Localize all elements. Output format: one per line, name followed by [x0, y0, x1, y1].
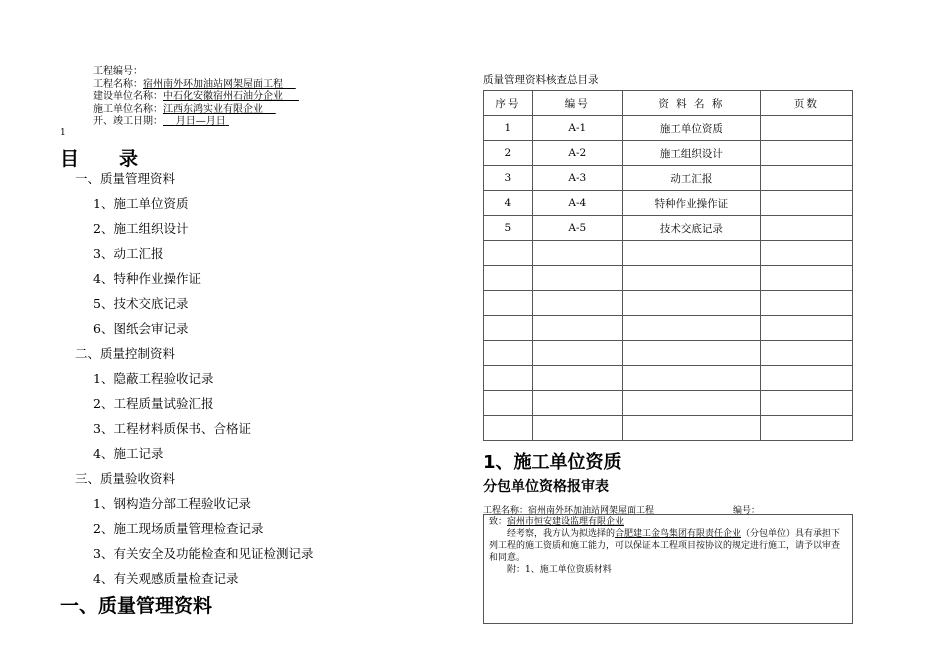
toc-item: 6、图纸会审记录: [93, 321, 189, 336]
cell-pages: [760, 266, 852, 291]
toc-item: 4、施工记录: [93, 446, 164, 461]
cell-code: A-2: [532, 141, 622, 166]
toc-item: 5、技术交底记录: [93, 296, 189, 311]
toc-title-b: 录: [119, 148, 139, 170]
cell-name: [622, 316, 760, 341]
toc-item: 2、工程质量试验汇报: [93, 396, 214, 411]
cell-seq: [484, 341, 533, 366]
cell-code: A-5: [532, 216, 622, 241]
cell-code: [532, 241, 622, 266]
project-info: [93, 66, 299, 129]
table-row: [484, 266, 853, 291]
header-code: 编号: [532, 91, 622, 116]
cell-seq: [484, 366, 533, 391]
table-row: [484, 316, 853, 341]
cell-seq: [484, 391, 533, 416]
form-para-a: 经考察，我方认为拟选择的: [507, 529, 616, 539]
form-paragraph: [489, 528, 847, 564]
toc-title-a: 目: [60, 148, 80, 170]
builder-value: 中石化安徽宿州石油分企业: [163, 91, 283, 102]
table-row: [484, 366, 853, 391]
cell-pages: [760, 116, 852, 141]
toc-section: 二、质量控制资料: [75, 346, 176, 361]
cell-code: [532, 316, 622, 341]
cell-pages: [760, 341, 852, 366]
cell-code: A-1: [532, 116, 622, 141]
cell-seq: [484, 266, 533, 291]
cell-code: A-4: [532, 191, 622, 216]
form-box: [483, 514, 853, 624]
toc-title: [60, 144, 138, 171]
cell-code: A-3: [532, 166, 622, 191]
toc-item: 3、有关安全及功能检查和见证检测记录: [93, 546, 314, 561]
toc-item: 1、施工单位资质: [93, 196, 189, 211]
cell-seq: 4: [484, 191, 533, 216]
form-para-company: 合肥建工金鸟集团有限责任企业: [615, 529, 742, 539]
table-row: [484, 191, 853, 216]
toc-item: 3、动工汇报: [93, 246, 164, 261]
project-name-label: 工程名称：: [93, 78, 143, 90]
cell-pages: [760, 141, 852, 166]
cell-pages: [760, 416, 852, 441]
cell-name: 施工单位资质: [622, 116, 760, 141]
cell-name: [622, 391, 760, 416]
table-header-row: [484, 91, 853, 116]
form-to-value: 宿州市恒安建设监理有限企业: [507, 517, 625, 527]
contractor-value: 江西东鸿实业有限企业: [163, 103, 263, 115]
project-code-row: [93, 66, 299, 79]
table-row: [484, 291, 853, 316]
cell-seq: 5: [484, 216, 533, 241]
toc-section: 一、质量管理资料: [75, 171, 176, 186]
cell-pages: [760, 391, 852, 416]
cell-seq: [484, 241, 533, 266]
checklist-table: [483, 90, 853, 441]
cell-code: [532, 391, 622, 416]
cell-code: [532, 366, 622, 391]
cell-name: 技术交底记录: [622, 216, 760, 241]
table-row: [484, 141, 853, 166]
cell-code: [532, 341, 622, 366]
toc-item: 1、隐蔽工程验收记录: [93, 371, 214, 386]
project-name-row: [93, 79, 299, 92]
cell-code: [532, 416, 622, 441]
cell-seq: 3: [484, 166, 533, 191]
builder-label: 建设单位名称：: [93, 91, 163, 102]
toc-item: 2、施工现场质量管理检查记录: [93, 521, 264, 536]
header-name: 资 料 名 称: [622, 91, 760, 116]
cell-code: [532, 266, 622, 291]
toc-item: 4、特种作业操作证: [93, 271, 201, 286]
cell-pages: [760, 316, 852, 341]
cell-pages: [760, 241, 852, 266]
toc-section: 三、质量验收资料: [75, 471, 176, 486]
cell-name: 动工汇报: [622, 166, 760, 191]
form-to-line: [489, 516, 847, 528]
cell-seq: 2: [484, 141, 533, 166]
cell-code: [532, 291, 622, 316]
table-row: [484, 116, 853, 141]
cell-pages: [760, 216, 852, 241]
table-row: [484, 416, 853, 441]
cell-seq: 1: [484, 116, 533, 141]
toc-item: 2、施工组织设计: [93, 221, 189, 236]
cell-seq: [484, 291, 533, 316]
section-heading: 1、施工单位资质: [483, 452, 622, 473]
cell-name: [622, 291, 760, 316]
cell-name: 施工组织设计: [622, 141, 760, 166]
cell-seq: [484, 416, 533, 441]
contractor-label: 施工单位名称：: [93, 103, 163, 115]
bottom-heading: 一、质量管理资料: [60, 595, 213, 617]
page-marker: 1: [60, 128, 66, 138]
cell-pages: [760, 166, 852, 191]
form-number-label: 编号：: [733, 506, 761, 516]
table-row: [484, 166, 853, 191]
cell-pages: [760, 191, 852, 216]
form-to-label: 致：: [489, 517, 508, 527]
cell-pages: [760, 366, 852, 391]
form-project-label: 工程名称：: [483, 506, 529, 516]
dates-row: [93, 116, 299, 129]
header-seq: 序号: [484, 91, 533, 116]
cell-pages: [760, 291, 852, 316]
form-project-value: 宿州南外环加油站网架屋面工程: [528, 506, 655, 516]
toc-item: 1、钢构造分部工程验收记录: [93, 496, 251, 511]
project-name-value: 宿州南外环加油站网架屋面工程: [143, 78, 283, 90]
table-row: [484, 241, 853, 266]
cell-name: [622, 416, 760, 441]
cell-name: 特种作业操作证: [622, 191, 760, 216]
cell-name: [622, 266, 760, 291]
table-row: [484, 341, 853, 366]
cell-name: [622, 341, 760, 366]
dates-value: 月日—月日: [175, 116, 226, 127]
header-pages: 页数: [760, 91, 852, 116]
table-title: 质量管理资料核查总目录: [483, 74, 599, 86]
form-title: 分包单位资格报审表: [483, 479, 609, 495]
dates-label: 开、竣工日期：: [93, 116, 163, 127]
table-row: [484, 216, 853, 241]
contractor-row: [93, 104, 299, 117]
toc-list: [75, 170, 313, 595]
toc-item: 3、工程材料质保书、合格证: [93, 421, 251, 436]
project-code-label: 工程编号：: [93, 66, 143, 77]
form-para-b: （分包单位）具有承担下列工程的施工资质和施工能力，可以保证本工程项目按协议的规定进行施工，请予以审查和同意。: [489, 529, 841, 563]
table-body: [484, 116, 853, 441]
cell-seq: [484, 316, 533, 341]
toc-item: 4、有关观感质量检查记录: [93, 571, 239, 586]
table-row: [484, 391, 853, 416]
form-attachment: 附：1、施工单位资质材料: [507, 565, 612, 575]
cell-name: [622, 241, 760, 266]
cell-name: [622, 366, 760, 391]
builder-row: [93, 91, 299, 104]
